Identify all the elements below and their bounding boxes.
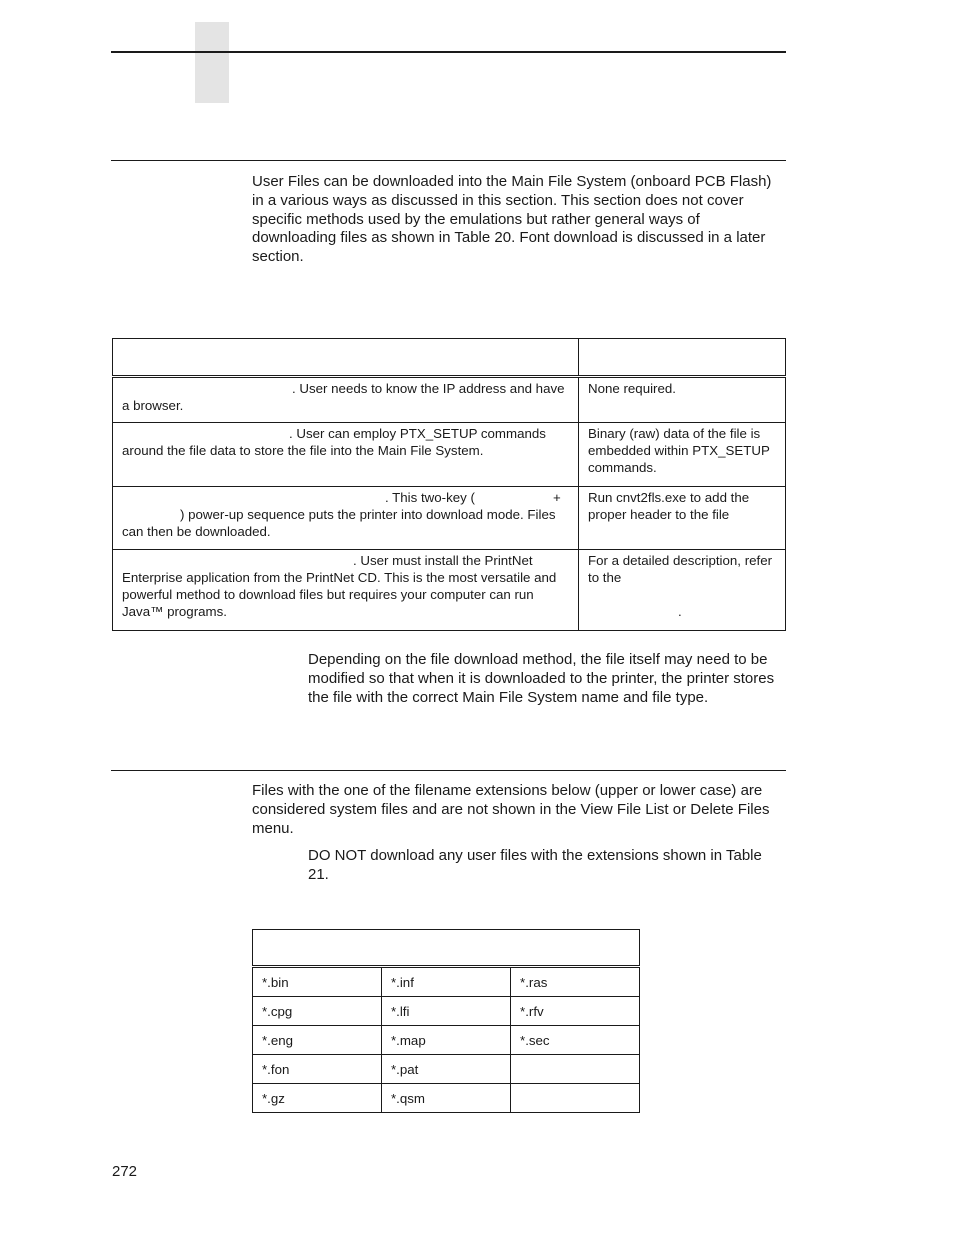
prep-text-b: .	[678, 604, 682, 619]
method-text-b: ) power-up sequence puts the printer into download mode. Files can then be downloaded.	[122, 507, 556, 539]
extension-cell: *.inf	[381, 967, 510, 997]
chapter-tab	[195, 22, 229, 103]
download-methods-table	[112, 338, 786, 631]
method-cell	[113, 487, 579, 550]
table-row	[113, 423, 786, 487]
extension-cell: *.fon	[253, 1055, 382, 1084]
extension-cell: *.lfi	[381, 997, 510, 1026]
table-row	[253, 1026, 640, 1055]
table-header-cell	[253, 930, 640, 967]
extension-cell	[511, 1055, 640, 1084]
plus-sign: +	[553, 490, 561, 505]
table-row	[253, 1084, 640, 1113]
extension-cell: *.map	[381, 1026, 510, 1055]
table-row	[113, 550, 786, 631]
extension-cell: *.ras	[511, 967, 640, 997]
extension-cell: *.pat	[381, 1055, 510, 1084]
table-row	[253, 967, 640, 997]
method-cell: . User needs to know the IP address and have a browser.	[113, 377, 579, 423]
prep-text-a: For a detailed description, refer to the	[588, 553, 773, 585]
extension-cell: *.bin	[253, 967, 382, 997]
extension-cell: *.sec	[511, 1026, 640, 1055]
header-rule	[111, 51, 786, 53]
prep-cell: Run cnvt2fls.exe to add the proper header to the file	[579, 487, 786, 550]
table-header-cell	[113, 339, 579, 377]
extension-cell: *.cpg	[253, 997, 382, 1026]
table-row	[253, 1055, 640, 1084]
extension-cell: *.gz	[253, 1084, 382, 1113]
system-files-paragraph: Files with the one of the filename extensions below (upper or lower case) are considered system files and are not shown in the View File List or Delete Files menu.	[252, 782, 770, 837]
section-divider-2	[111, 770, 786, 771]
table-header-cell	[579, 339, 786, 377]
extension-cell: *.eng	[253, 1026, 382, 1055]
intro-paragraph: User Files can be downloaded into the Main File System (onboard PCB Flash) in a various ways as discussed in this section. This section does not cover specific methods used by the emulations but rather general ways of downloading files as shown in Table 20. Font download is discussed in a later section.	[252, 173, 772, 266]
warning-note: DO NOT download any user files with the extensions shown in Table 21.	[308, 847, 762, 883]
method-cell: . User can employ PTX_SETUP commands around the file data to store the file into the Main File System.	[113, 423, 579, 487]
method-line-1	[122, 489, 570, 506]
prep-cell: None required.	[579, 377, 786, 423]
page-number: 272	[112, 1163, 138, 1180]
prep-cell: Binary (raw) data of the file is embedded within PTX_SETUP commands.	[579, 423, 786, 487]
system-extensions-table	[252, 929, 640, 1113]
extension-cell: *.qsm	[381, 1084, 510, 1113]
table-header-row	[113, 339, 786, 377]
extension-cell: *.rfv	[511, 997, 640, 1026]
table-header-row	[253, 930, 640, 967]
extension-cell	[511, 1084, 640, 1113]
table-row	[113, 377, 786, 423]
table-row	[253, 997, 640, 1026]
method-cell: . User must install the PrintNet Enterprise application from the PrintNet CD. This is the most versatile and powerful method to download files but requires your computer can run Java™ programs.	[113, 550, 579, 631]
download-note: Depending on the file download method, the file itself may need to be modified so that when it is downloaded to the printer, the printer stores the file with the correct Main File System name and file type.	[308, 651, 775, 706]
method-text-a: . This two-key (	[385, 490, 475, 505]
prep-cell	[579, 550, 786, 631]
table-row	[113, 487, 786, 550]
section-divider-1	[111, 160, 786, 161]
